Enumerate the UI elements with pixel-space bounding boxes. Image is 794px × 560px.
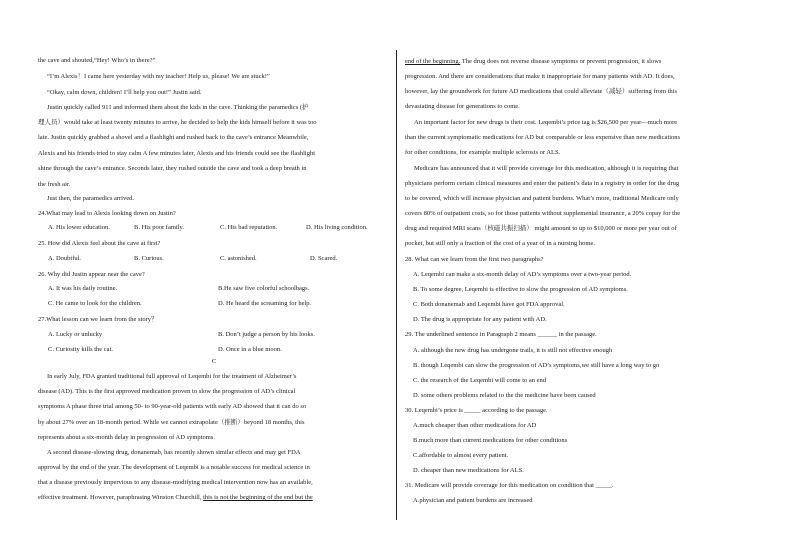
column-divider — [396, 50, 397, 520]
passage-line: disease (AD). This is the first approved medication proven to slow the progression of AD’s clinical — [38, 388, 296, 395]
story-line: Justin quickly called 911 and informed them about the kids in the cave. Thinking the paramedics (护 — [47, 104, 309, 111]
question-30-stem: 30. Leqembi’s price is _____ according to the passage. — [405, 407, 548, 414]
story-line: late. Justin quickly grabbed a shovel and a flashlight and rushed back to the cave’s entrance Meanwhile, — [38, 134, 309, 141]
q27-option-a: A. Lucky or unlucky — [48, 331, 103, 338]
passage-line: for other conditions, for example multiple sclerosis or ALS. — [405, 149, 561, 156]
passage-line: however, lay the groundwork for future AD medications that could alleviate（减轻）suffering from this — [405, 88, 678, 95]
q26-option-a: A. It was his daily routine. — [48, 285, 118, 292]
question-26-stem: 26. Why did Justin appear near the cave? — [38, 271, 145, 278]
q27-option-b: B. Don’t judge a person by his looks. — [218, 331, 315, 338]
passage-line: physicians perform certain clinical measures and enter the patient’s data in a registry in order for the drug — [405, 180, 680, 187]
q30-option-b: B.much more than current medications for other conditions — [413, 437, 568, 444]
q25-option-c: C. astonished. — [220, 255, 257, 262]
q24-option-d: D. His living condition. — [306, 224, 368, 231]
passage-line: approval by the end of the year. The development of Leqembi is a notable success for medical science in — [38, 464, 310, 471]
q27-option-d: D. Once in a blue moon. — [218, 346, 282, 353]
q24-option-c: C. His bad reputation. — [220, 224, 278, 231]
underlined-sentence: end of the beginning. — [405, 58, 461, 65]
passage-line: In early July, FDA granted traditional full approval of Leqembi for the treatment of Alzheimer’s — [47, 373, 297, 380]
passage-line: drug and required MRI scans（核磁共振扫描） might amount to up to $10,000 or more per year out of — [405, 225, 677, 232]
q27-option-c: C. Curiosity kills the cat. — [48, 346, 113, 353]
q25-option-a: A. Doubtful. — [48, 255, 82, 262]
passage-line — [38, 493, 390, 502]
story-line: “I’m Alexis！I came here yesterday with my teacher! Help us, please! We are stuck!” — [47, 73, 270, 80]
passage-text: effective treatment. However, paraphrasing Winston Churchill, — [38, 494, 202, 501]
q29-option-d: D. some others problems related to the the medicine have been caused — [413, 392, 596, 399]
q26-option-d: D. He heard the screaming for help. — [218, 300, 312, 307]
story-line: “Okay, calm down, children! I’ll help you out!” Justin said. — [47, 89, 202, 96]
passage-line — [405, 57, 757, 66]
question-24-stem: 24.What may lead to Alexis looking down on Justin? — [38, 210, 176, 217]
passage-line: than the current symptomatic medications for AD but comparable or less expensive than new medications — [405, 134, 681, 141]
q31-option-a: A.physician and patient burdens are increased — [413, 497, 533, 504]
q30-option-c: C.affordable to almost every patient. — [413, 452, 509, 459]
q29-option-b: B. though Leqembi can slow the progression of AD’s symptoms,we still have a long way to go — [413, 362, 660, 369]
story-line: shine through the cave’s entrance. Seconds later, they rushed outside the cave and took a deep breath in — [38, 165, 307, 172]
passage-line: Medicare has announced that it will provide coverage for this medication, although it is requiring that — [414, 165, 679, 172]
passage-line: progression. And there are considerations that make it inappropriate for many patients with AD. It does, — [405, 73, 675, 80]
passage-line: that a disease previously impervious to any disease-modifying medical intervention now has an available, — [38, 479, 313, 486]
q26-option-c: C. He came to look for the children. — [48, 300, 142, 307]
passage-line: represents about a six-month delay in progression of AD symptoms. — [38, 434, 215, 441]
story-line: the cave and shouted,“Hey! Who’s in there?” — [38, 57, 156, 64]
q24-option-b: B. His poor family. — [134, 224, 184, 231]
passage-line: A second disease-slowing drug, donanemab, has recently shown similar effects and may get FDA — [47, 449, 301, 456]
left-column — [38, 0, 390, 560]
passage-line: devastating disease for generations to come. — [405, 103, 520, 110]
passage-line: pocket, but still only a fraction of the cost of a year of in a nursing home. — [405, 240, 595, 247]
q28-option-d: D. The drug is appropriate for any patient with AD. — [413, 316, 547, 323]
story-line: Just then, the paramedics arrived. — [47, 195, 134, 202]
question-27-stem: 27.What lesson can we learn from the story？ — [38, 316, 158, 323]
q30-option-d: D. cheaper than new medications for ALS. — [413, 467, 524, 474]
q29-option-a: A. although the new drug has undergone trails, it is still not effective enough — [413, 347, 613, 354]
q26-option-b: B.He saw five colorful schoolbags. — [218, 285, 310, 292]
q28-option-b: B. To some degree, Leqembi is effective to slow the progression of AD symptoms. — [413, 286, 628, 293]
story-line: Alexis and his friends tried to stay calm A few minutes later, Alexis and his friends could see the flashlight — [38, 150, 316, 157]
q28-option-c: C. Both donanemab and Leqembi have got FDA approval. — [413, 301, 565, 308]
underlined-sentence: this is not the beginning of the end but the — [203, 494, 313, 501]
story-line: the fresh air. — [38, 181, 71, 188]
question-28-stem: 28. What can we learn from the first two paragraphs? — [405, 256, 544, 263]
story-line: 理人员）would take at least twenty minutes to arrive, he decided to help the kids himself before it was too — [38, 119, 317, 126]
q29-option-c: C. the research of the Leqembi will come to an end — [413, 377, 547, 384]
question-29-stem: 29. The underlined sentence in Paragraph 2 means ______ in the passage. — [405, 331, 597, 338]
passage-line: by about 27% over an 18-month period. While we cannot extrapolate（推断）beyond 18 months, this — [38, 419, 305, 426]
passage-line: to be covered, which will increase physician and patient burdens. What’s more, traditional Medicare only — [405, 195, 679, 202]
passage-line: covers 80% of outpatient costs, so for those patients without supplemental insurance, a 20% copay for the — [405, 210, 681, 217]
q25-option-d: D. Scared. — [310, 255, 338, 262]
q28-option-a: A. Leqembi can make a six-month delay of AD’s symptoms over a two-year period. — [413, 271, 632, 278]
question-25-stem: 25. How did Alexis feel about the cave at first? — [38, 240, 161, 247]
section-c-heading: C — [211, 358, 217, 365]
passage-line: symptoms A phase three trial among 50- to 90-year-old patients with early AD showed that it can do so — [38, 403, 307, 410]
q24-option-a: A. His lower education. — [48, 224, 110, 231]
passage-line: An important factor for new drugs is their cost. Leqembi’s price tag is $26,500 per year—much more — [414, 119, 678, 126]
passage-text: The drug does not reverse disease symptoms or prevent progression, it slows — [460, 58, 662, 65]
q30-option-a: A.much cheaper than other medications for AD — [413, 422, 537, 429]
right-column — [405, 0, 757, 560]
q25-option-b: B. Curious. — [134, 255, 164, 262]
question-31-stem: 31. Medicare will provide coverage for this medication on condition that _____. — [405, 482, 614, 489]
